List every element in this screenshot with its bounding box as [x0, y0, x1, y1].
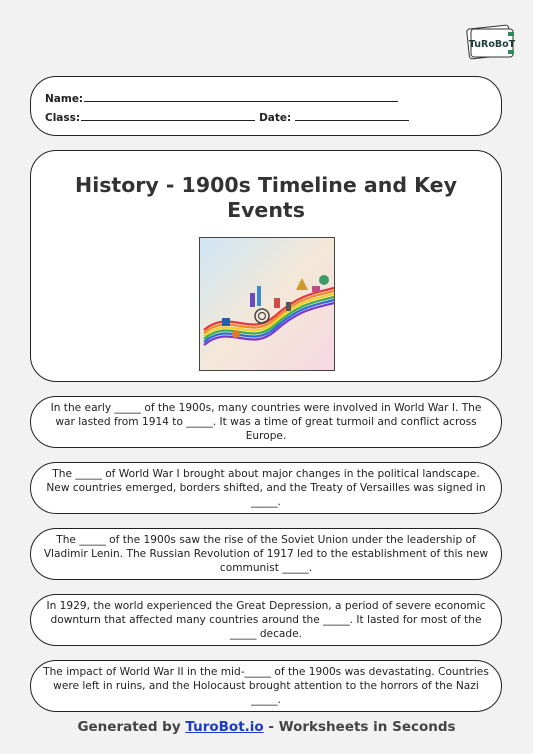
- paragraph-text-2: The _____ of World War I brought about major changes in the political landscape. New countries emerged, borders shifted, and the Treaty of Versailles was signed in _____.: [46, 468, 486, 508]
- paragraph-text-4: In 1929, the world experienced the Great Depression, a period of severe economic downturn that affected many countries around the _____. It lasted for most of the _____ decade.: [46, 600, 486, 640]
- turobot-logo: [462, 22, 518, 62]
- logo-graphic: [462, 22, 518, 62]
- name-row: [45, 92, 501, 111]
- timeline-illustration: [199, 237, 335, 371]
- turobot-link[interactable]: TuroBot.io: [185, 719, 264, 735]
- class-label: Class:: [45, 112, 81, 124]
- paragraph-box-5: [30, 660, 502, 712]
- name-label: Name:: [45, 93, 84, 105]
- name-field[interactable]: [84, 92, 398, 102]
- title-box: [30, 150, 502, 382]
- student-info-box: [30, 76, 502, 136]
- logo-text: TuRoBoT: [468, 39, 516, 50]
- date-label: Date:: [259, 112, 292, 124]
- footer-prefix: Generated by: [77, 719, 186, 735]
- paragraph-box-3: [30, 528, 502, 580]
- worksheet-title: History - 1900s Timeline and Key Events: [75, 173, 457, 222]
- footer: [0, 719, 533, 735]
- paragraph-box-1: [30, 396, 502, 448]
- paragraph-text-1: In the early _____ of the 1900s, many countries were involved in World War I. The war lasted from 1914 to _____. It was a time of great turmoil and conflict across Europe.: [50, 402, 482, 442]
- paragraph-box-4: [30, 594, 502, 646]
- paragraph-text-5: The impact of World War II in the mid-_____ of the 1900s was devastating. Countries were left in ruins, and the Holocaust brought attention to the horrors of the Nazi _____.: [43, 666, 489, 706]
- paragraph-box-2: [30, 462, 502, 514]
- paragraph-text-3: The _____ of the 1900s saw the rise of the Soviet Union under the leadership of Vladimir Lenin. The Russian Revolution of 1917 led to the establishment of this new communist _____.: [43, 534, 489, 574]
- class-field[interactable]: [81, 111, 255, 121]
- footer-suffix: - Worksheets in Seconds: [263, 719, 456, 735]
- class-date-row: [45, 111, 501, 130]
- date-field[interactable]: [295, 111, 409, 121]
